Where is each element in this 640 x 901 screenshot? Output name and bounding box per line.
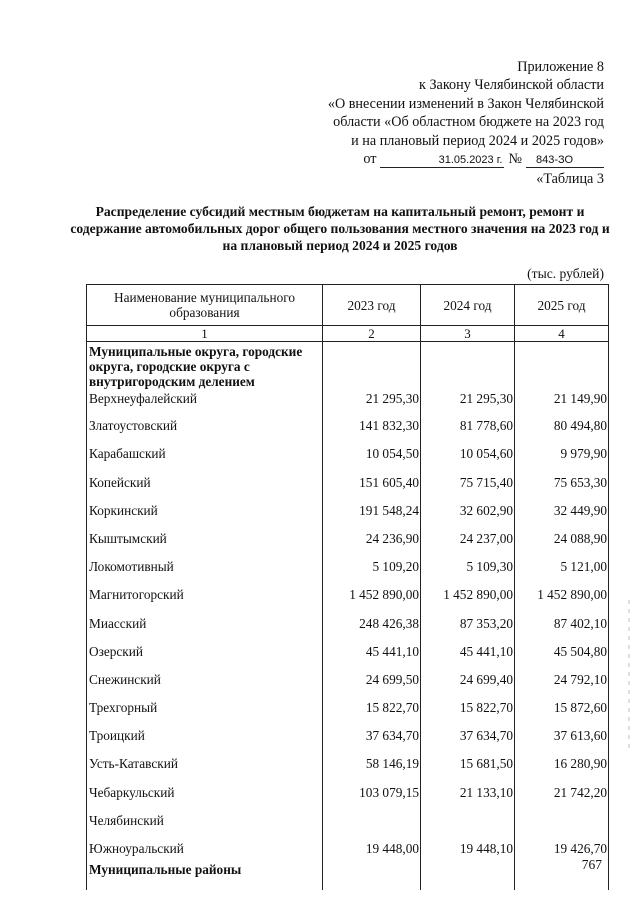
- annex-header: [284, 58, 604, 168]
- value-2023: 103 079,15: [323, 775, 421, 803]
- municipality-name: Карабашский: [87, 437, 323, 465]
- annex-line: Приложение 8: [517, 59, 604, 75]
- value-2025: 15 872,60: [515, 691, 609, 719]
- column-number: 3: [421, 326, 515, 342]
- law-date: 31.05.2023 г.: [380, 153, 504, 168]
- value-2023: 5 109,20: [323, 550, 421, 578]
- subsidy-table: [86, 284, 609, 890]
- municipality-name: Златоустовский: [87, 409, 323, 437]
- municipality-name: Кыштымский: [87, 522, 323, 550]
- section-title: Муниципальные округа, городские округа, городские округа с внутригородским делением: [87, 342, 323, 390]
- annex-line: области «Об областном бюджете на 2023 год: [333, 114, 604, 131]
- value-2024: 87 353,20: [421, 606, 515, 634]
- table-row: [87, 691, 609, 719]
- column-number-row: [87, 326, 609, 342]
- value-2023: [323, 804, 421, 832]
- municipality-name: Усть-Катавский: [87, 747, 323, 775]
- municipality-name: Коркинский: [87, 494, 323, 522]
- municipality-name: Озерский: [87, 635, 323, 663]
- value-2025: 9 979,90: [515, 437, 609, 465]
- municipality-name: Снежинский: [87, 663, 323, 691]
- municipality-name: Локомотивный: [87, 550, 323, 578]
- value-2024: 45 441,10: [421, 635, 515, 663]
- table-row: [87, 663, 609, 691]
- table-row: [87, 775, 609, 803]
- value-2025: [515, 804, 609, 832]
- law-number: 843-ЗО: [526, 153, 604, 168]
- table-row: [87, 409, 609, 437]
- municipality-name: Южноуральский: [87, 832, 323, 860]
- table-row: [87, 465, 609, 493]
- header-2025: 2025 год: [515, 285, 609, 326]
- section-row: [87, 342, 609, 390]
- table-row: [87, 635, 609, 663]
- table-row: [87, 719, 609, 747]
- table-header-row: [87, 285, 609, 326]
- municipality-name: Копейский: [87, 465, 323, 493]
- value-2023: 248 426,38: [323, 606, 421, 634]
- value-2025: 19 426,70: [515, 832, 609, 860]
- municipality-name: Магнитогорский: [87, 578, 323, 606]
- section-row: [87, 860, 609, 890]
- value-2023: 24 236,90: [323, 522, 421, 550]
- value-2024: 24 237,00: [421, 522, 515, 550]
- table-row: [87, 606, 609, 634]
- value-2024: 15 822,70: [421, 691, 515, 719]
- value-2024: 1 452 890,00: [421, 578, 515, 606]
- column-number: 2: [323, 326, 421, 342]
- value-2025: 21 742,20: [515, 775, 609, 803]
- municipality-name: Миасский: [87, 606, 323, 634]
- header-name: Наименование муниципального образования: [87, 285, 323, 326]
- value-2025: 75 653,30: [515, 465, 609, 493]
- value-2024: 10 054,60: [421, 437, 515, 465]
- column-number: 4: [515, 326, 609, 342]
- section-title: Муниципальные районы: [87, 860, 323, 890]
- document-title: Распределение субсидий местным бюджетам на капитальный ремонт, ремонт и содержание автомобильных дорог общего пользования местного значения на 2023 год и на плановый период 2024 и 2025 годов: [70, 204, 610, 253]
- value-2024: 75 715,40: [421, 465, 515, 493]
- value-2025: 32 449,90: [515, 494, 609, 522]
- units-label: (тыс. рублей): [527, 266, 604, 281]
- value-2023: 1 452 890,00: [323, 578, 421, 606]
- table-body: [87, 342, 609, 891]
- table-row: [87, 522, 609, 550]
- number-label: №: [508, 151, 522, 168]
- value-2023: 15 822,70: [323, 691, 421, 719]
- value-2024: 24 699,40: [421, 663, 515, 691]
- value-2025: 21 149,90: [515, 389, 609, 409]
- value-2025: 45 504,80: [515, 635, 609, 663]
- table-row: [87, 747, 609, 775]
- table-row: [87, 437, 609, 465]
- value-2023: 191 548,24: [323, 494, 421, 522]
- value-2025: 5 121,00: [515, 550, 609, 578]
- annex-line: и на плановый период 2024 и 2025 годов»: [351, 132, 604, 149]
- value-2023: 10 054,50: [323, 437, 421, 465]
- value-2025: 16 280,90: [515, 747, 609, 775]
- municipality-name: Троицкий: [87, 719, 323, 747]
- table-row: [87, 389, 609, 409]
- municipality-name: Чебаркульский: [87, 775, 323, 803]
- value-2024: 21 133,10: [421, 775, 515, 803]
- value-2023: 19 448,00: [323, 832, 421, 860]
- value-2024: [421, 804, 515, 832]
- table-row: [87, 832, 609, 860]
- table-row: [87, 550, 609, 578]
- value-2023: 141 832,30: [323, 409, 421, 437]
- header-2024: 2024 год: [421, 285, 515, 326]
- table-row: [87, 494, 609, 522]
- header-2023: 2023 год: [323, 285, 421, 326]
- value-2023: 21 295,30: [323, 389, 421, 409]
- from-label: от: [363, 151, 377, 168]
- municipality-name: Верхнеуфалейский: [87, 389, 323, 409]
- scan-margin-mark: [628, 600, 630, 750]
- annex-line: «О внесении изменений в Закон Челябинской: [327, 95, 604, 112]
- value-2025: 37 613,60: [515, 719, 609, 747]
- value-2024: 81 778,60: [421, 409, 515, 437]
- value-2023: 58 146,19: [323, 747, 421, 775]
- value-2024: 32 602,90: [421, 494, 515, 522]
- value-2023: 24 699,50: [323, 663, 421, 691]
- municipality-name: Трехгорный: [87, 691, 323, 719]
- municipality-name: Челябинский: [87, 804, 323, 832]
- value-2024: 5 109,30: [421, 550, 515, 578]
- law-date-number-line: [284, 150, 604, 168]
- value-2023: 37 634,70: [323, 719, 421, 747]
- value-2025: 1 452 890,00: [515, 578, 609, 606]
- page-number: 767: [581, 857, 602, 872]
- value-2025: 24 792,10: [515, 663, 609, 691]
- value-2025: 80 494,80: [515, 409, 609, 437]
- value-2024: 37 634,70: [421, 719, 515, 747]
- value-2024: 19 448,10: [421, 832, 515, 860]
- value-2024: 21 295,30: [421, 389, 515, 409]
- table-row: [87, 578, 609, 606]
- annex-line: к Закону Челябинской области: [419, 77, 604, 94]
- value-2023: 151 605,40: [323, 465, 421, 493]
- value-2025: 87 402,10: [515, 606, 609, 634]
- table-row: [87, 804, 609, 832]
- table-label: «Таблица 3: [536, 171, 604, 187]
- value-2024: 15 681,50: [421, 747, 515, 775]
- value-2025: 24 088,90: [515, 522, 609, 550]
- value-2023: 45 441,10: [323, 635, 421, 663]
- column-number: 1: [87, 326, 323, 342]
